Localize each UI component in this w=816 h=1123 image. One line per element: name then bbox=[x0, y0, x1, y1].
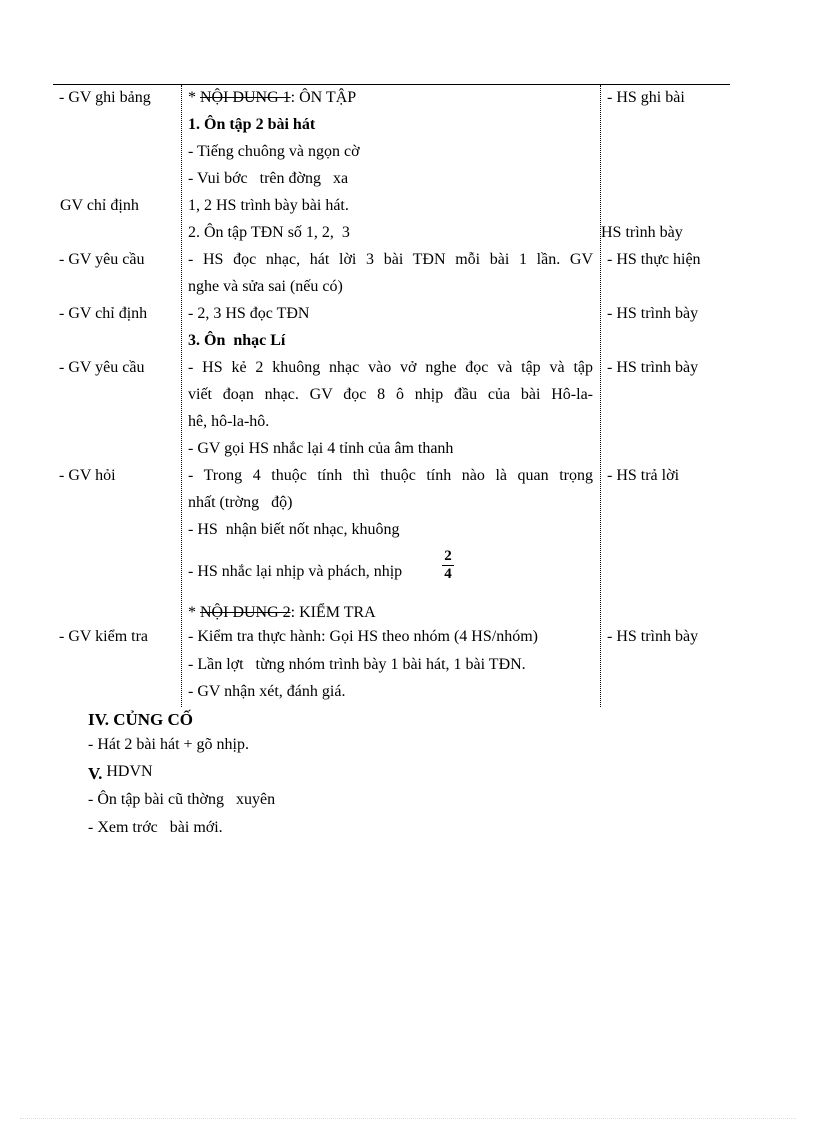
content-line: - GV gọi HS nhắc lại 4 tỉnh của âm thanh bbox=[188, 440, 454, 457]
homework-line: - Xem trớc bài mới. bbox=[88, 819, 223, 836]
student-action-1: - HS ghi bài bbox=[607, 89, 685, 106]
content-line: nghe và sửa sai (nếu có) bbox=[188, 278, 343, 295]
teacher-action-7: - GV kiểm tra bbox=[59, 628, 149, 645]
content-line: 1, 2 HS trình bày bài hát. bbox=[188, 197, 349, 214]
content-line: - Kiểm tra thực hành: Gọi HS theo nhóm (4 HS/nhóm) bbox=[188, 628, 538, 645]
heading-review-songs: 1. Ôn tập 2 bài hát bbox=[188, 116, 316, 133]
content-line: viết đoạn nhạc. GV đọc 8 ô nhịp đầu của bài Hô-la- bbox=[188, 386, 593, 403]
page-bottom-edge bbox=[20, 1118, 796, 1119]
column-divider-right bbox=[600, 85, 601, 707]
content-line: - Lần lợt từng nhóm trình bày 1 bài hát, 1 bài TĐN. bbox=[188, 656, 526, 673]
teacher-action-3: - GV yêu cầu bbox=[59, 251, 145, 268]
content-line: hê, hô-la-hô. bbox=[188, 413, 270, 430]
content-line: - HS kẻ 2 khuông nhạc vào vở nghe đọc và tập và tập bbox=[188, 359, 593, 376]
heading-music-theory: 3. Ôn nhạc Lí bbox=[188, 332, 286, 349]
content-line: - Trong 4 thuộc tính thì thuộc tính nào là quan trọng bbox=[188, 467, 593, 484]
student-action-5: - HS trình bày bbox=[607, 359, 699, 376]
teacher-action-4: - GV chỉ định bbox=[59, 305, 148, 322]
section-title-consolidation: IV. CỦNG CỐ bbox=[88, 710, 194, 729]
student-action-6: - HS trả lời bbox=[607, 467, 680, 484]
section-heading-1: * NỘI DUNG 1: ÔN TẬP bbox=[188, 89, 357, 106]
student-action-2: HS trình bày bbox=[601, 224, 683, 241]
teacher-action-6: - GV hỏi bbox=[59, 467, 116, 484]
section-heading-2: * NỘI DUNG 2: KIỂM TRA bbox=[188, 604, 376, 621]
time-signature-fraction bbox=[441, 548, 455, 583]
teacher-action-1: - GV ghi bảng bbox=[59, 89, 151, 106]
content-line: nhất (trờng độ) bbox=[188, 494, 293, 511]
student-action-3: - HS thực hiện bbox=[607, 251, 701, 268]
content-line: - HS đọc nhạc, hát lời 3 bài TĐN mỗi bài 1 lần. GV bbox=[188, 251, 593, 268]
homework-line: - Ôn tập bài cũ thờng xuyên bbox=[88, 791, 276, 808]
fraction-numerator: 2 bbox=[444, 548, 452, 564]
table-top-border bbox=[53, 84, 730, 85]
student-action-4: - HS trình bày bbox=[607, 305, 699, 322]
student-action-7: - HS trình bày bbox=[607, 628, 699, 645]
content-line: - HS nhắc lại nhịp và phách, nhịp bbox=[188, 563, 403, 580]
content-line: 2. Ôn tập TĐN số 1, 2, 3 bbox=[188, 224, 350, 241]
teacher-action-2: GV chỉ định bbox=[60, 197, 139, 214]
fraction-denominator: 4 bbox=[444, 566, 452, 582]
section-title-homework: V. HDVN bbox=[88, 763, 153, 783]
teacher-action-5: - GV yêu cầu bbox=[59, 359, 145, 376]
content-line: - Tiếng chuông và ngọn cờ bbox=[188, 143, 360, 160]
content-line: - HS nhận biết nốt nhạc, khuông bbox=[188, 521, 400, 538]
consolidation-line: - Hát 2 bài hát + gõ nhịp. bbox=[88, 736, 249, 753]
content-line: - GV nhận xét, đánh giá. bbox=[188, 683, 346, 700]
content-line: - 2, 3 HS đọc TĐN bbox=[188, 305, 310, 322]
column-divider-left bbox=[181, 85, 182, 707]
content-line: - Vui bớc trên đờng xa bbox=[188, 170, 349, 187]
